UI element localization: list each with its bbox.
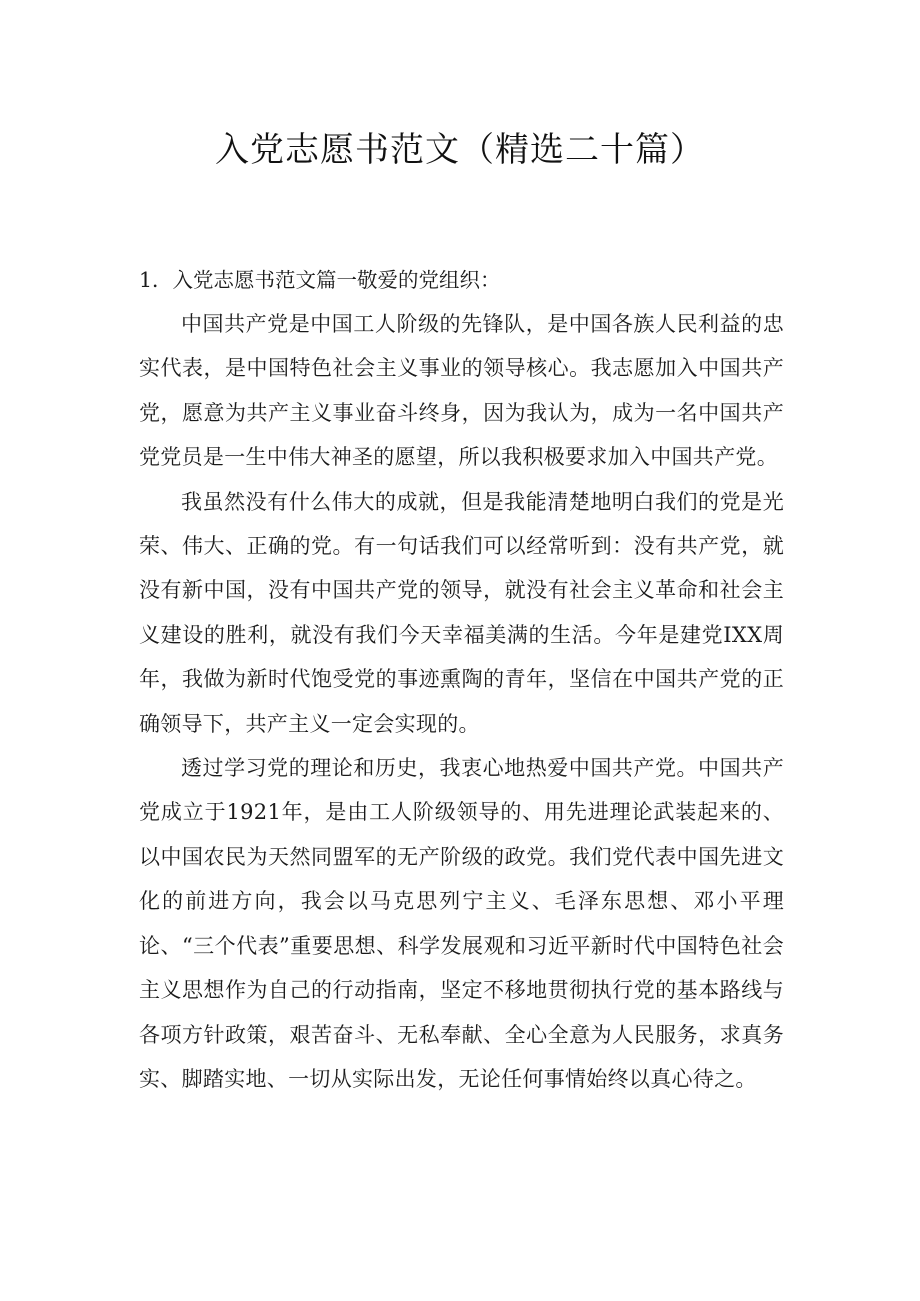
document-title: 入党志愿书范文（精选二十篇） (215, 130, 705, 170)
body-paragraph-2: 我虽然没有什么伟大的成就，但是我能清楚地明白我们的党是光荣、伟大、正确的党。有一句话我们可以经常听到：没有共产党，就没有新中国，没有中国共产党的领导，就没有社会主义革命和社会主义建设的胜利，就没有我们今天幸福美满的生活。今年是建党IXX周年，我做为新时代饱受党的事迹熏陶的青年，坚信在中国共产党的正确领导下，共产主义一定会实现的。 (139, 489, 784, 736)
section-heading: 1．入党志愿书范文篇一敬爱的党组织： (139, 268, 501, 292)
document-body (139, 258, 784, 1101)
body-paragraph-3: 透过学习党的理论和历史，我衷心地热爱中国共产党。中国共产党成立于1921年，是由工人阶级领导的、用先进理论武装起来的、以中国农民为天然同盟军的无产阶级的政党。我们党代表中国先进文化的前进方向，我会以马克思列宁主义、毛泽东思想、邓小平理论、“三个代表”重要思想、科学发展观和习近平新时代中国特色社会主义思想作为自己的行动指南，坚定不移地贯彻执行党的基本路线与各项方针政策，艰苦奋斗、无私奉献、全心全意为人民服务，求真务实、脚踏实地、一切从实际出发，无论任何事情始终以真心待之。 (139, 756, 784, 1091)
body-paragraph-1: 中国共产党是中国工人阶级的先锋队，是中国各族人民利益的忠实代表，是中国特色社会主义事业的领导核心。我志愿加入中国共产党，愿意为共产主义事业奋斗终身，因为我认为，成为一名中国共产党党员是一生中伟大神圣的愿望，所以我积极要求加入中国共产党。 (139, 312, 784, 470)
